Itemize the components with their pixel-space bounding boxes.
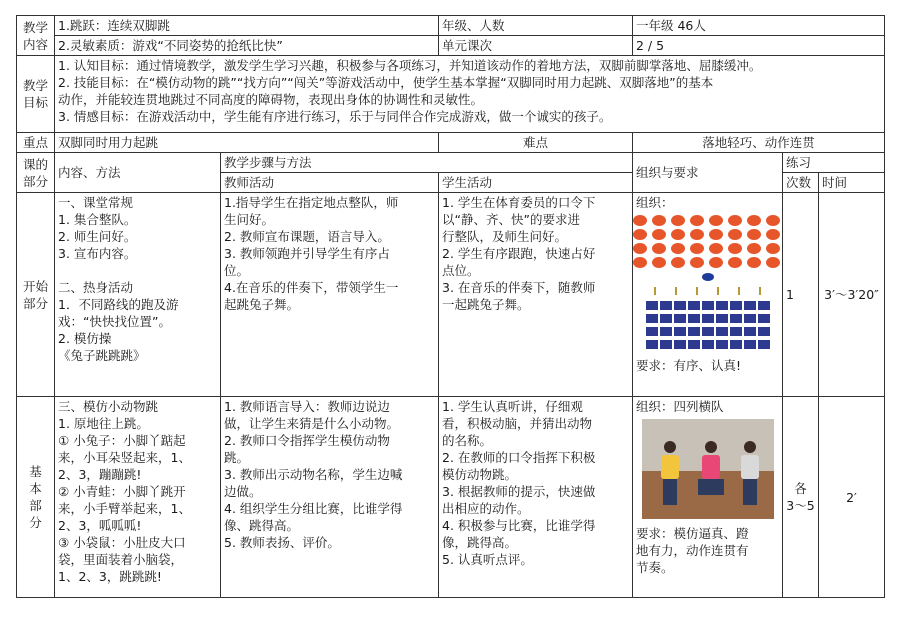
student-face-icon [747, 257, 761, 268]
student-face-icon [766, 215, 780, 226]
key-point-label: 重点 [17, 133, 55, 153]
basic-teacher-activity: 1. 教师语言导入：教师边说边 做，让学生来猜是什么小动物。 2. 教师口令指挥学生模仿动物 跳。 3. 教师出示动物名称，学生边喊 边做。 4. 组织学生分组比赛，比谁学得 像、跳得高。 5. 教师表扬、评价。 [221, 397, 439, 598]
start-teacher-activity: 1.指导学生在指定地点整队，师 生问好。 2. 教师宣布课题，语言导入。 3. 教师领跑并引导学生有序占 位。 4.在音乐的伴奏下，带领学生一 起跳兔子舞。 [221, 193, 439, 397]
basic-section-label: 基 本 部 分 [17, 397, 55, 598]
students-jumping-photo [642, 419, 774, 519]
position-marker [646, 314, 658, 323]
student-face-icon [690, 229, 704, 240]
start-content: 一、课堂常规 1. 集合整队。 2. 师生问好。 3. 宣布内容。 二、热身活动 1．不同路线的跑及游 戏：“快快找位置”。 2. 模仿操 《兔子跳跳跳》 [55, 193, 221, 397]
student-face-icon [652, 215, 666, 226]
student-face-icon [633, 229, 647, 240]
position-marker [688, 301, 700, 310]
start-duration: 3′～3′20″ [819, 193, 885, 397]
goal-line: 3. 情感目标：在游戏活动中，学生能有序进行练习，乐于与同伴合作完成游戏，做一个诚实的孩子。 [58, 109, 612, 124]
position-marker [660, 327, 672, 336]
position-marker [716, 314, 728, 323]
position-marker [758, 327, 770, 336]
practice-header: 练习 [783, 153, 885, 173]
position-marker [758, 340, 770, 349]
student-face-icon [652, 229, 666, 240]
content-item-2: 2.灵敏素质：游戏“不同姿势的抢纸比快” [55, 36, 439, 56]
student-face-icon [766, 257, 780, 268]
position-marker [716, 340, 728, 349]
position-marker [660, 301, 672, 310]
difficulty-label: 难点 [439, 133, 633, 153]
steps-methods-header: 教学步骤与方法 [221, 153, 633, 173]
position-marker [702, 327, 714, 336]
position-marker [758, 301, 770, 310]
grade-value: 一年级 46人 [633, 16, 885, 36]
position-marker [758, 314, 770, 323]
basic-times: 各 3～5 [783, 397, 819, 598]
student-face-icon [728, 215, 742, 226]
times-header: 次数 [783, 173, 819, 193]
position-marker [646, 301, 658, 310]
key-point-value: 双脚同时用力起跳 [55, 133, 439, 153]
student-face-icon [747, 229, 761, 240]
student-face-icon [709, 243, 723, 254]
student-face-icon [671, 243, 685, 254]
basic-student-activity: 1. 学生认真听讲，仔细观 看，积极动脑，并猜出动物 的名称。 2. 在教师的口令指挥下积极 模仿动物跳。 3. 根据教师的提示，快速做 出相应的动作。 4. 积极参与比赛，比谁学得 像，跳得高。 5. 认真听点评。 [439, 397, 633, 598]
start-student-activity: 1. 学生在体育委员的口令下 以“静、齐、快”的要求进 行整队，及师生问好。 2. 学生有序跟跑，快速占好 点位。 3. 在音乐的伴奏下，随教师 一起跳兔子舞。 [439, 193, 633, 397]
student-face-icon [671, 229, 685, 240]
position-markers-diagram [636, 301, 779, 349]
grade-label: 年级、人数 [439, 16, 633, 36]
position-marker [688, 340, 700, 349]
student-formation-diagram [636, 215, 779, 268]
student-face-icon [747, 215, 761, 226]
student-face-icon [766, 229, 780, 240]
position-marker [688, 314, 700, 323]
student-face-icon [652, 243, 666, 254]
unit-value: 2 / 5 [633, 36, 885, 56]
position-marker [744, 301, 756, 310]
direction-arrows [644, 287, 771, 295]
teacher-activity-header: 教师活动 [221, 173, 439, 193]
position-marker [660, 314, 672, 323]
student-face-icon [766, 243, 780, 254]
content-label: 教学 内容 [17, 16, 55, 56]
teacher-position-marker [702, 273, 714, 281]
unit-label: 单元课次 [439, 36, 633, 56]
content-item-1: 1.跳跃：连续双脚跳 [55, 16, 439, 36]
position-marker [674, 314, 686, 323]
student-face-icon [671, 215, 685, 226]
student-face-icon [633, 257, 647, 268]
position-marker [702, 340, 714, 349]
goals-label: 教学 目标 [17, 56, 55, 133]
student-face-icon [728, 229, 742, 240]
position-marker [660, 340, 672, 349]
student-activity-header: 学生活动 [439, 173, 633, 193]
position-marker [674, 340, 686, 349]
position-marker [674, 301, 686, 310]
student-face-icon [690, 215, 704, 226]
start-organization: 组织： 要求：有序、认真! [633, 193, 783, 397]
student-face-icon [728, 257, 742, 268]
goal-line: 1. 认知目标：通过情境教学，激发学生学习兴趣，积极参与各项练习，并知道该动作的着地方法，双脚前脚掌落地、屈膝缓冲。 [58, 58, 762, 73]
student-face-icon [728, 243, 742, 254]
student-face-icon [633, 215, 647, 226]
lesson-plan-table [16, 15, 885, 598]
goal-line: 2. 技能目标：在“模仿动物的跳”“找方向”“闯关”等游戏活动中，使学生基本掌握“双脚同时用力起跳、双脚落地”的基本 [58, 75, 714, 90]
student-face-icon [652, 257, 666, 268]
student-face-icon [709, 229, 723, 240]
position-marker [716, 327, 728, 336]
position-marker [702, 301, 714, 310]
section-header: 课的 部分 [17, 153, 55, 193]
goals-text [55, 56, 885, 133]
content-method-header: 内容、方法 [55, 153, 221, 193]
position-marker [744, 314, 756, 323]
student-face-icon [690, 243, 704, 254]
student-face-icon [709, 257, 723, 268]
start-section-label: 开始 部分 [17, 193, 55, 397]
position-marker [744, 340, 756, 349]
position-marker [646, 340, 658, 349]
difficulty-value: 落地轻巧、动作连贯 [633, 133, 885, 153]
position-marker [730, 327, 742, 336]
position-marker [674, 327, 686, 336]
position-marker [730, 301, 742, 310]
duration-header: 时间 [819, 173, 885, 193]
position-marker [744, 327, 756, 336]
position-marker [688, 327, 700, 336]
student-face-icon [747, 243, 761, 254]
basic-organization: 组织：四列横队 要求：模仿逼真、蹬 地有力，动作连贯有 节奏。 [633, 397, 783, 598]
position-marker [702, 314, 714, 323]
basic-content: 三、模仿小动物跳 1. 原地往上跳。 ① 小兔子：小脚丫踮起 来，小耳朵竖起来，1、 2、3，蹦蹦跳! ② 小青蛙：小脚丫跳开 来，小手臂举起来，1、 2、3，呱呱呱! ③ 小袋鼠：小肚皮大口 袋，里面装着小脑袋， 1、2、3，跳跳跳! [55, 397, 221, 598]
position-marker [716, 301, 728, 310]
position-marker [730, 340, 742, 349]
basic-duration: 2′ [819, 397, 885, 598]
org-header: 组织与要求 [633, 153, 783, 193]
goal-line: 动作，并能较连贯地跳过不同高度的障碍物，表现出身体的协调性和灵敏性。 [58, 92, 484, 107]
start-times: 1 [783, 193, 819, 397]
position-marker [646, 327, 658, 336]
student-face-icon [709, 215, 723, 226]
student-face-icon [690, 257, 704, 268]
student-face-icon [671, 257, 685, 268]
position-marker [730, 314, 742, 323]
student-face-icon [633, 243, 647, 254]
